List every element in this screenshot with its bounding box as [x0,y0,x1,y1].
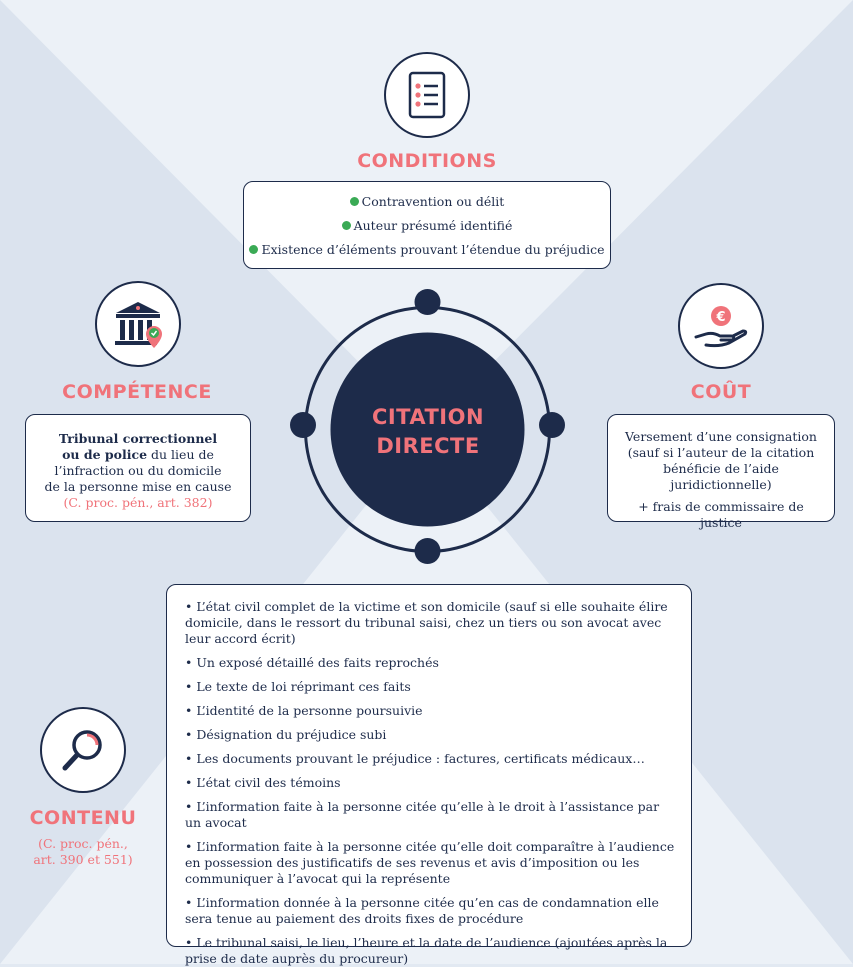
cout-heading: COÛT [690,381,752,403]
competence-box [25,414,251,522]
contenu-box [166,584,692,966]
center-title-line2: DIRECTE [376,434,480,458]
competence-bold-text: ou de police [62,447,148,462]
competence-line2-rest: du lieu de [147,447,214,462]
conditions-box [243,181,611,269]
conditions-heading: CONDITIONS [357,150,497,172]
svg-text:€: € [716,310,726,325]
condition-item [244,238,610,262]
content-item: • L’information faite à la personne citée qu’elle doit comparaître à l’audience en possession des justificatifs de ses revenus et avis d’imposition ou les communiquer à l’avocat qui la représente [185,839,675,886]
competence-reference: (C. proc. pén., art. 382) [63,495,213,510]
contenu-reference-line2: art. 390 et 551) [33,852,133,867]
contenu-reference [0,836,166,868]
content-item: • L’information donnée à la personne citée qu’en cas de condamnation elle sera tenue au paiement des droits fixes de procédure [185,895,659,926]
orbit-node-top [415,289,441,315]
competence-heading: COMPÉTENCE [62,381,212,403]
euro-hand-icon [678,283,764,369]
condition-text: Existence d’éléments prouvant l’étendue du préjudice [261,242,605,257]
competence-line3: l’infraction ou du domicile [54,463,222,478]
check-icon [249,245,258,254]
center-title [331,335,525,529]
check-icon [350,197,359,206]
content-item: • Le tribunal saisi, le lieu, l’heure et la date de l’audience (ajoutées après la prise de date auprès du procureur) [185,935,668,966]
magnifier-icon [40,707,126,793]
content-item: • L’identité de la personne poursuivie [185,703,423,718]
cout-text: Versement d’une consignation (sauf si l’auteur de la citation bénéficie de l’aide juridictionnelle) [625,429,817,492]
content-item: • Le texte de loi réprimant ces faits [185,679,411,694]
condition-text: Auteur présumé identifié [353,218,513,233]
content-item: • L’état civil complet de la victime et son domicile (sauf si elle souhaite élire domicile, dans le ressort du tribunal saisi, chez un tiers ou son avocat avec leur accord écrit) [185,599,668,646]
orbit-node-right [539,412,565,438]
competence-line4: de la personne mise en cause [44,479,232,494]
check-icon [342,221,351,230]
cout-box [607,414,835,530]
checklist-icon [384,52,470,138]
condition-item [244,190,610,214]
content-item: • Désignation du préjudice subi [185,727,387,742]
center-title-line1: CITATION [371,405,485,429]
content-item: • Un exposé détaillé des faits reprochés [185,655,439,670]
content-item: • Les documents prouvant le préjudice : factures, certificats médicaux… [185,751,645,766]
orbit-node-left [290,412,316,438]
content-item: • L’information faite à la personne citée qu’elle à le droit à l’assistance par un avocat [185,799,660,830]
orbit-node-bottom [415,538,441,564]
competence-line2 [34,447,242,463]
contenu-heading: CONTENU [29,807,137,829]
content-item: • L’état civil des témoins [185,775,341,790]
contenu-reference-line1: (C. proc. pén., [38,836,128,851]
courthouse-location-icon [95,281,181,367]
competence-line1: Tribunal correctionnel [58,431,218,446]
cout-extra: + frais de commissaire de justice [638,499,804,530]
condition-text: Contravention ou délit [361,194,505,209]
condition-item [244,214,610,238]
